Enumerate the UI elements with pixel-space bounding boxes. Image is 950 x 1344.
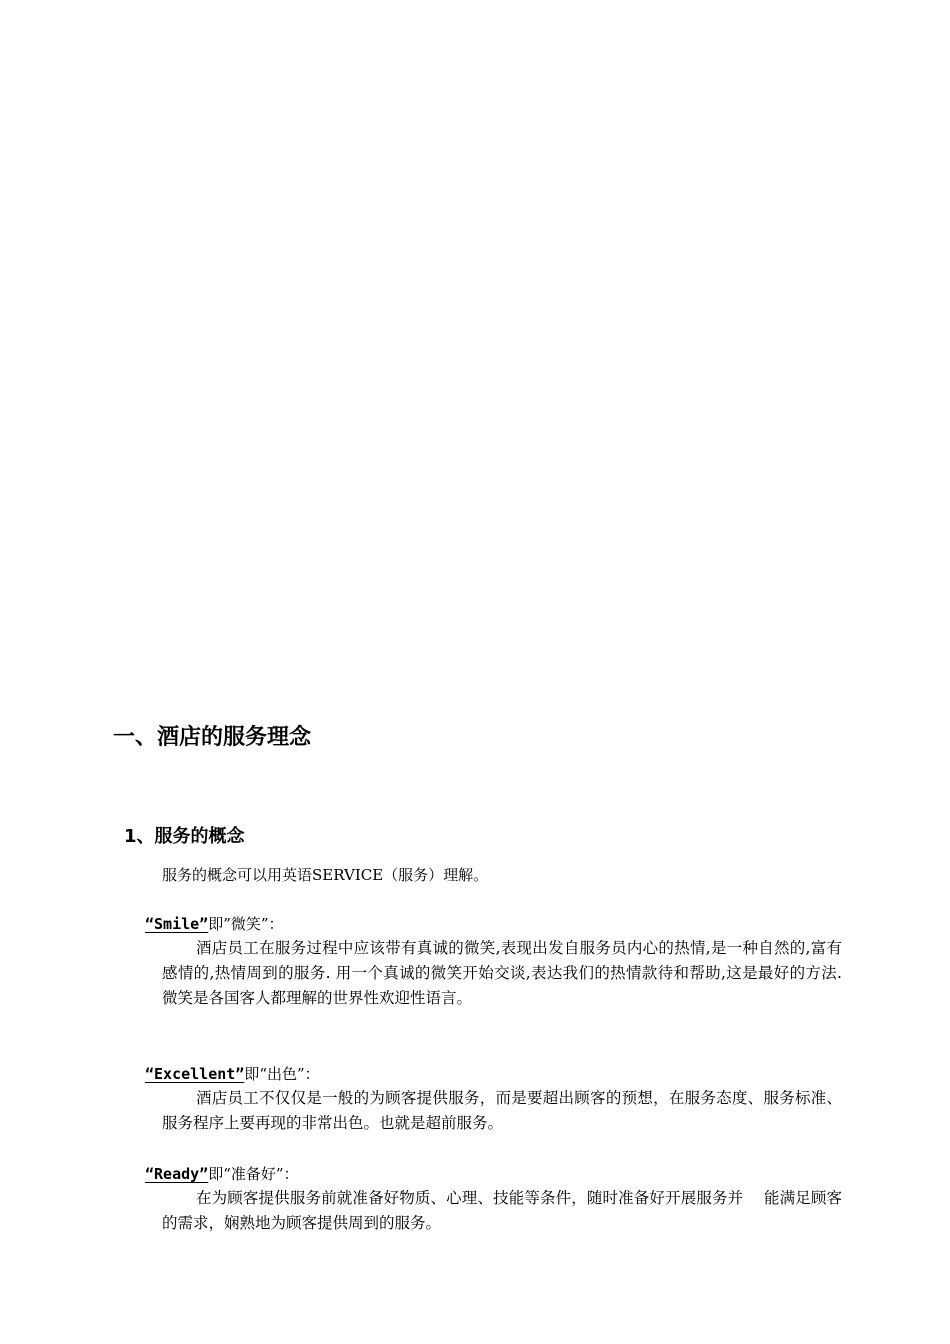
term-heading-ready — [145, 1162, 299, 1186]
term-smile-body: 酒店员工在服务过程中应该带有真诚的微笑,表现出发自服务员内心的热情,是一种自然的,富有感情的,热情周到的服务. 用一个真诚的微笑开始交谈,表达我们的热情款待和帮助,这是最好的方法.微笑是各国客人都理解的世界性欢迎性语言。 — [162, 939, 842, 1007]
subsection-title: 1、服务的概念 — [124, 826, 245, 847]
term-ready: “Ready” — [145, 1165, 209, 1183]
term-ready-body: 在为顾客提供服务前就准备好物质、心理、技能等条件，随时准备好开展服务并 能满足顾客的需求，娴熟地为顾客提供周到的服务。 — [162, 1189, 842, 1232]
term-smile: “Smile” — [145, 915, 209, 933]
term-smile-meaning: 即”微笑”： — [208, 915, 284, 933]
term-heading-smile — [145, 912, 284, 936]
term-heading-excellent — [145, 1062, 320, 1086]
term-ready-meaning: 即“准备好”： — [208, 1165, 299, 1183]
term-excellent-body: 酒店员工不仅仅是一般的为顾客提供服务，而是要超出顾客的预想，在服务态度、服务标准、服务程序上要再现的非常出色。也就是超前服务。 — [162, 1089, 842, 1132]
section-title: 一、酒店的服务理念 — [113, 725, 312, 750]
term-excellent-meaning: 即“出色”： — [244, 1065, 320, 1083]
intro-paragraph: 服务的概念可以用英语SERVICE（服务）理解。 — [162, 866, 489, 884]
term-excellent: “Excellent” — [145, 1065, 245, 1083]
